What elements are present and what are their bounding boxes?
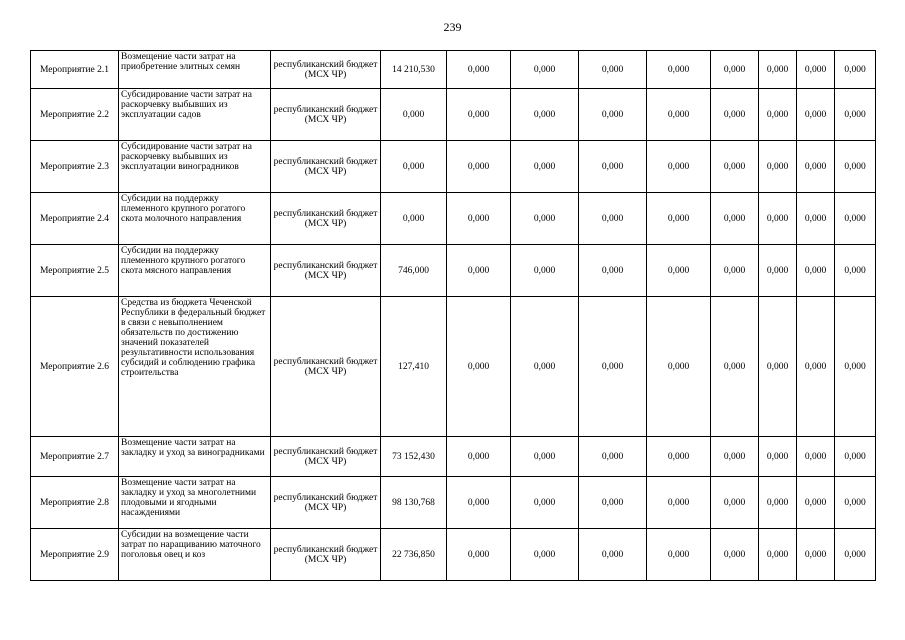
measure-description-cell: Возмещение части затрат на закладку и уход за многолетними плодовыми и ягодными насаждениями xyxy=(119,477,271,529)
amount-cell: 0,000 xyxy=(447,89,511,141)
amount-cell: 0,000 xyxy=(647,529,711,581)
amount-cell: 98 130,768 xyxy=(381,477,447,529)
amount-cell: 0,000 xyxy=(511,89,579,141)
measure-name-cell: Мероприятие 2.7 xyxy=(31,437,119,477)
amount-cell: 0,000 xyxy=(835,477,876,529)
amount-cell: 0,000 xyxy=(797,437,835,477)
amount-cell: 0,000 xyxy=(447,141,511,193)
amount-cell: 0,000 xyxy=(835,193,876,245)
amount-cell: 0,000 xyxy=(647,477,711,529)
amount-cell: 0,000 xyxy=(797,297,835,437)
table-row xyxy=(31,477,876,529)
amount-cell: 0,000 xyxy=(797,193,835,245)
amount-cell: 0,000 xyxy=(511,245,579,297)
table-row xyxy=(31,437,876,477)
amount-cell: 0,000 xyxy=(797,89,835,141)
amount-cell: 0,000 xyxy=(511,529,579,581)
amount-cell: 0,000 xyxy=(759,51,797,89)
amount-cell: 746,000 xyxy=(381,245,447,297)
measure-name-cell: Мероприятие 2.1 xyxy=(31,51,119,89)
amount-cell: 0,000 xyxy=(381,89,447,141)
amount-cell: 0,000 xyxy=(447,529,511,581)
amount-cell: 0,000 xyxy=(797,245,835,297)
amount-cell: 0,000 xyxy=(759,477,797,529)
measure-description-cell: Средства из бюджета Чеченской Республики в федеральный бюджет в связи с невыполнением обязательств по достижению значений показателей результативности использования субсидий и соблюдению графика строительства xyxy=(119,297,271,437)
funding-source-cell: республиканский бюджет (МСХ ЧР) xyxy=(271,141,381,193)
funding-source-cell: республиканский бюджет (МСХ ЧР) xyxy=(271,477,381,529)
funding-source-cell: республиканский бюджет (МСХ ЧР) xyxy=(271,529,381,581)
table-row xyxy=(31,141,876,193)
measure-description-cell: Субсидии на возмещение части затрат по наращиванию маточного поголовья овец и коз xyxy=(119,529,271,581)
funding-source-cell: республиканский бюджет (МСХ ЧР) xyxy=(271,245,381,297)
amount-cell: 0,000 xyxy=(447,51,511,89)
page-number: 239 xyxy=(443,20,462,34)
table-row xyxy=(31,245,876,297)
measure-name-cell: Мероприятие 2.8 xyxy=(31,477,119,529)
table-row xyxy=(31,51,876,89)
amount-cell: 0,000 xyxy=(647,437,711,477)
amount-cell: 0,000 xyxy=(647,245,711,297)
amount-cell: 0,000 xyxy=(579,245,647,297)
amount-cell: 0,000 xyxy=(381,193,447,245)
amount-cell: 0,000 xyxy=(835,437,876,477)
funding-source-cell: республиканский бюджет (МСХ ЧР) xyxy=(271,297,381,437)
amount-cell: 0,000 xyxy=(835,141,876,193)
amount-cell: 0,000 xyxy=(447,193,511,245)
amount-cell: 0,000 xyxy=(511,193,579,245)
amount-cell: 0,000 xyxy=(647,89,711,141)
amount-cell: 0,000 xyxy=(711,141,759,193)
table-row xyxy=(31,89,876,141)
funding-source-cell: республиканский бюджет (МСХ ЧР) xyxy=(271,437,381,477)
amount-cell: 0,000 xyxy=(511,297,579,437)
amount-cell: 0,000 xyxy=(835,297,876,437)
amount-cell: 0,000 xyxy=(759,529,797,581)
table-row xyxy=(31,193,876,245)
amount-cell: 0,000 xyxy=(759,437,797,477)
amount-cell: 0,000 xyxy=(711,297,759,437)
amount-cell: 0,000 xyxy=(711,51,759,89)
amount-cell: 0,000 xyxy=(447,477,511,529)
amount-cell: 0,000 xyxy=(579,193,647,245)
amount-cell: 22 736,850 xyxy=(381,529,447,581)
amount-cell: 0,000 xyxy=(579,297,647,437)
amount-cell: 0,000 xyxy=(835,529,876,581)
amount-cell: 0,000 xyxy=(711,193,759,245)
amount-cell: 0,000 xyxy=(835,51,876,89)
funding-source-cell: республиканский бюджет (МСХ ЧР) xyxy=(271,89,381,141)
measure-name-cell: Мероприятие 2.4 xyxy=(31,193,119,245)
amount-cell: 0,000 xyxy=(759,193,797,245)
amount-cell: 0,000 xyxy=(511,141,579,193)
amount-cell: 0,000 xyxy=(759,89,797,141)
amount-cell: 0,000 xyxy=(835,245,876,297)
amount-cell: 0,000 xyxy=(797,477,835,529)
table-row xyxy=(31,529,876,581)
measure-description-cell: Возмещение части затрат на закладку и уход за виноградниками xyxy=(119,437,271,477)
amount-cell: 0,000 xyxy=(447,297,511,437)
measure-name-cell: Мероприятие 2.6 xyxy=(31,297,119,437)
amount-cell: 0,000 xyxy=(797,51,835,89)
measure-name-cell: Мероприятие 2.2 xyxy=(31,89,119,141)
measure-description-cell: Субсидирование части затрат на раскорчевку выбывших из эксплуатации виноградников xyxy=(119,141,271,193)
amount-cell: 0,000 xyxy=(797,529,835,581)
amount-cell: 0,000 xyxy=(579,89,647,141)
measure-description-cell: Возмещение части затрат на приобретение элитных семян xyxy=(119,51,271,89)
amount-cell: 14 210,530 xyxy=(381,51,447,89)
amount-cell: 0,000 xyxy=(447,245,511,297)
funding-source-cell: республиканский бюджет (МСХ ЧР) xyxy=(271,193,381,245)
amount-cell: 0,000 xyxy=(797,141,835,193)
amount-cell: 0,000 xyxy=(711,245,759,297)
amount-cell: 0,000 xyxy=(447,437,511,477)
amount-cell: 0,000 xyxy=(711,89,759,141)
measure-name-cell: Мероприятие 2.5 xyxy=(31,245,119,297)
amount-cell: 0,000 xyxy=(647,297,711,437)
amount-cell: 0,000 xyxy=(711,477,759,529)
amount-cell: 0,000 xyxy=(711,437,759,477)
amount-cell: 0,000 xyxy=(647,51,711,89)
amount-cell: 0,000 xyxy=(511,437,579,477)
amount-cell: 127,410 xyxy=(381,297,447,437)
amount-cell: 0,000 xyxy=(759,297,797,437)
amount-cell: 0,000 xyxy=(511,477,579,529)
amount-cell: 0,000 xyxy=(579,51,647,89)
measure-name-cell: Мероприятие 2.9 xyxy=(31,529,119,581)
amount-cell: 0,000 xyxy=(759,245,797,297)
amount-cell: 0,000 xyxy=(511,51,579,89)
measure-name-cell: Мероприятие 2.3 xyxy=(31,141,119,193)
budget-table xyxy=(30,50,876,581)
amount-cell: 73 152,430 xyxy=(381,437,447,477)
table-row xyxy=(31,297,876,437)
measure-description-cell: Субсидии на поддержку племенного крупного рогатого скота мясного направления xyxy=(119,245,271,297)
measure-description-cell: Субсидии на поддержку племенного крупного рогатого скота молочного направления xyxy=(119,193,271,245)
amount-cell: 0,000 xyxy=(647,141,711,193)
amount-cell: 0,000 xyxy=(647,193,711,245)
amount-cell: 0,000 xyxy=(579,477,647,529)
amount-cell: 0,000 xyxy=(711,529,759,581)
amount-cell: 0,000 xyxy=(835,89,876,141)
amount-cell: 0,000 xyxy=(579,437,647,477)
amount-cell: 0,000 xyxy=(759,141,797,193)
amount-cell: 0,000 xyxy=(579,529,647,581)
measure-description-cell: Субсидирование части затрат на раскорчевку выбывших из эксплуатации садов xyxy=(119,89,271,141)
funding-source-cell: республиканский бюджет (МСХ ЧР) xyxy=(271,51,381,89)
amount-cell: 0,000 xyxy=(579,141,647,193)
amount-cell: 0,000 xyxy=(381,141,447,193)
